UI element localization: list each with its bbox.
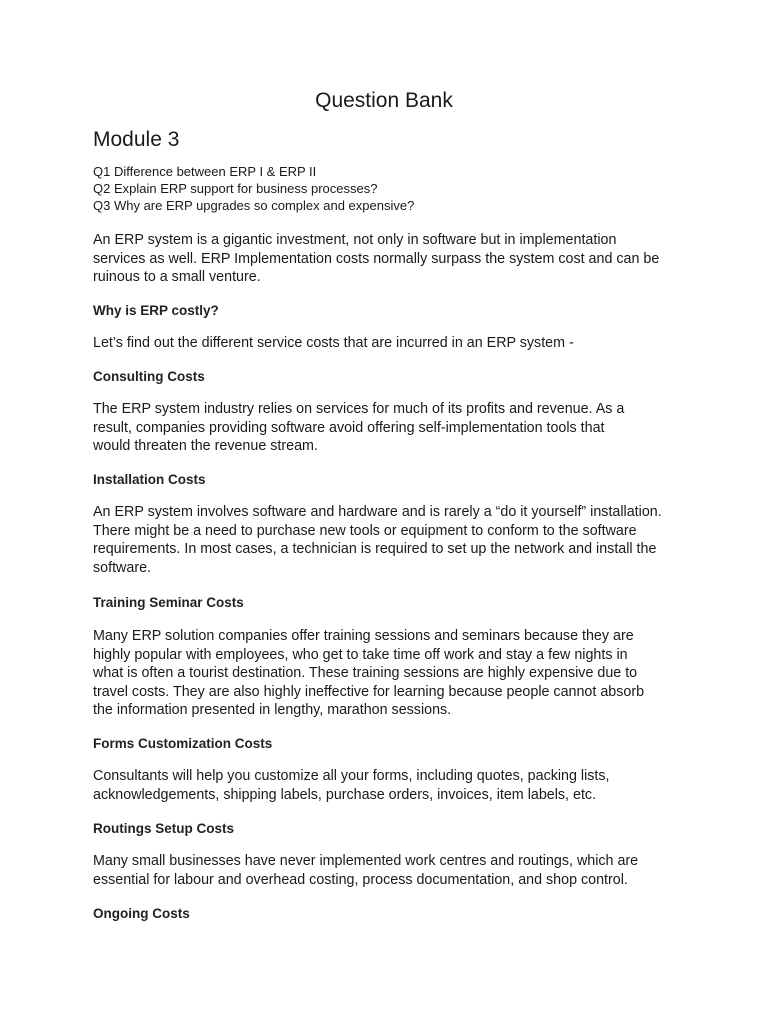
section-text-installation xyxy=(93,503,681,577)
section-heading-consulting: Consulting Costs xyxy=(93,369,205,384)
section-heading-training: Training Seminar Costs xyxy=(93,595,244,610)
section-text-consulting xyxy=(93,400,681,456)
paragraph-line: acknowledgements, shipping labels, purchase orders, invoices, item labels, etc. xyxy=(93,786,597,803)
paragraph-line: Consultants will help you customize all your forms, including quotes, packing lists, xyxy=(93,768,610,784)
paragraph-line: Many ERP solution companies offer training sessions and seminars because they are xyxy=(93,628,634,644)
paragraph-line: There might be a need to purchase new tools or equipment to conform to the software xyxy=(93,522,637,539)
paragraph-line: result, companies providing software avoid offering self-implementation tools that xyxy=(93,419,605,436)
paragraph-line: software. xyxy=(93,559,152,576)
intro-paragraph xyxy=(93,231,681,287)
question-1: Q1 Difference between ERP I & ERP II xyxy=(93,164,317,179)
paragraph-line: highly popular with employees, who get to take time off work and stay a few nights in xyxy=(93,646,628,663)
module-heading: Module 3 xyxy=(93,128,180,151)
section-heading-ongoing: Ongoing Costs xyxy=(93,906,190,921)
section-text-training xyxy=(93,627,681,720)
why-paragraph xyxy=(93,334,681,353)
paragraph-line: The ERP system industry relies on services for much of its profits and revenue. As a xyxy=(93,401,625,417)
paragraph-line: Let’s find out the different service costs that are incurred in an ERP system - xyxy=(93,335,574,351)
question-2: Q2 Explain ERP support for business processes? xyxy=(93,181,378,196)
section-heading-installation: Installation Costs xyxy=(93,472,206,487)
paragraph-line: Many small businesses have never implemented work centres and routings, which are xyxy=(93,853,639,869)
paragraph-line: An ERP system involves software and hardware and is rarely a “do it yourself” installation. xyxy=(93,504,662,520)
paragraph-line: requirements. In most cases, a technician is required to set up the network and install the xyxy=(93,541,657,558)
section-text-routings xyxy=(93,852,681,889)
paragraph-line: would threaten the revenue stream. xyxy=(93,438,318,455)
section-heading-routings: Routings Setup Costs xyxy=(93,821,234,836)
paragraph-line: travel costs. They are also highly ineffective for learning because people cannot absorb xyxy=(93,683,645,700)
page-title: Question Bank xyxy=(315,89,453,112)
section-heading-forms: Forms Customization Costs xyxy=(93,736,273,751)
paragraph-line: what is often a tourist destination. These training sessions are highly expensive due to xyxy=(93,665,638,682)
paragraph-line: the information presented in lengthy, marathon sessions. xyxy=(93,702,452,719)
paragraph-line: essential for labour and overhead costing, process documentation, and shop control. xyxy=(93,871,628,888)
paragraph-line: ruinous to a small venture. xyxy=(93,269,261,286)
paragraph-line: An ERP system is a gigantic investment, not only in software but in implementation xyxy=(93,232,617,248)
section-text-forms xyxy=(93,767,681,804)
question-3: Q3 Why are ERP upgrades so complex and expensive? xyxy=(93,198,415,213)
paragraph-line: services as well. ERP Implementation costs normally surpass the system cost and can be xyxy=(93,250,660,267)
why-heading: Why is ERP costly? xyxy=(93,303,219,318)
